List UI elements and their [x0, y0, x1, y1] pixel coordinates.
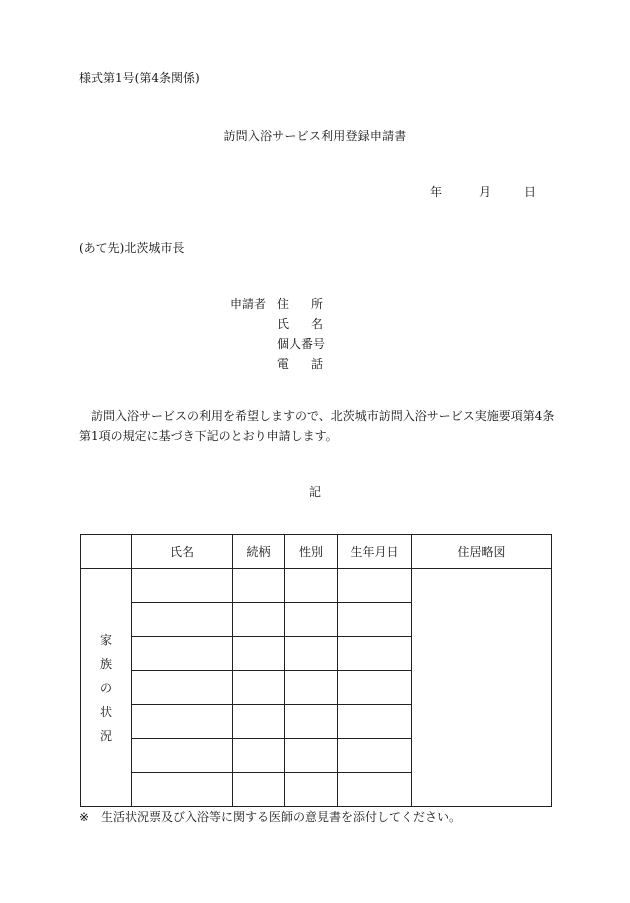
relationship-cell[interactable] — [233, 739, 285, 773]
header-birthdate: 生年月日 — [338, 535, 412, 569]
birthdate-cell[interactable] — [338, 637, 412, 671]
ki-heading: 記 — [308, 485, 321, 499]
relationship-cell[interactable] — [233, 569, 285, 603]
field-label-address — [277, 296, 323, 312]
body-paragraph: 訪問入浴サービスの利用を希望しますので、北茨城市訪問入浴サービス実施要項第4条第1項の規定に基づき下記のとおり申請します。 — [79, 409, 555, 443]
table-row — [81, 569, 552, 603]
relationship-cell[interactable] — [233, 637, 285, 671]
gender-cell[interactable] — [285, 739, 338, 773]
family-status-label-char: 況 — [99, 728, 112, 743]
footnote-text: 生活状況票及び入浴等に関する医師の意見書を添付してください。 — [101, 810, 462, 824]
footnote-mark: ※ — [79, 810, 90, 824]
family-status-table — [80, 534, 552, 807]
field-label-my-number — [277, 336, 326, 352]
birthdate-cell[interactable] — [338, 739, 412, 773]
field-label-text: 個人番号 — [277, 337, 326, 351]
gender-cell[interactable] — [285, 569, 338, 603]
header-relationship: 続柄 — [233, 535, 285, 569]
birthdate-cell[interactable] — [338, 569, 412, 603]
gender-cell[interactable] — [285, 637, 338, 671]
family-status-label-char: 状 — [99, 704, 112, 719]
birthdate-cell[interactable] — [338, 603, 412, 637]
field-label-char: 名 — [310, 317, 323, 331]
birthdate-cell[interactable] — [338, 671, 412, 705]
field-label-char: 電 — [277, 357, 290, 371]
date-month-label: 月 — [479, 185, 492, 199]
table-header-row — [81, 535, 552, 569]
relationship-cell[interactable] — [233, 705, 285, 739]
name-cell[interactable] — [132, 637, 233, 671]
family-status-label-char: の — [99, 680, 112, 695]
footnote — [79, 809, 461, 825]
name-cell[interactable] — [132, 739, 233, 773]
relationship-cell[interactable] — [233, 773, 285, 807]
name-cell[interactable] — [132, 705, 233, 739]
field-label-char: 話 — [310, 357, 323, 371]
relationship-cell[interactable] — [233, 603, 285, 637]
family-status-label-cell — [81, 569, 132, 807]
field-label-phone — [277, 356, 323, 372]
field-label-name — [277, 316, 323, 332]
field-label-char: 氏 — [277, 317, 290, 331]
name-cell[interactable] — [132, 569, 233, 603]
birthdate-cell[interactable] — [338, 773, 412, 807]
date-year-label: 年 — [430, 185, 443, 199]
form-number: 様式第1号(第4条関係) — [79, 71, 200, 85]
residence-map-cell[interactable] — [412, 569, 552, 807]
relationship-cell[interactable] — [233, 671, 285, 705]
gender-cell[interactable] — [285, 705, 338, 739]
header-name: 氏名 — [132, 535, 233, 569]
field-label-char: 住 — [277, 297, 290, 311]
header-residence-map: 住居略図 — [412, 535, 552, 569]
applicant-label: 申請者 — [230, 297, 267, 311]
addressee: (あて先)北茨城市長 — [79, 241, 185, 255]
header-gender: 性別 — [285, 535, 338, 569]
gender-cell[interactable] — [285, 671, 338, 705]
date-day-label: 日 — [524, 185, 537, 199]
family-status-label-char: 族 — [99, 656, 112, 671]
field-label-char: 所 — [310, 297, 323, 311]
birthdate-cell[interactable] — [338, 705, 412, 739]
gender-cell[interactable] — [285, 773, 338, 807]
header-blank-cell — [81, 535, 132, 569]
name-cell[interactable] — [132, 773, 233, 807]
name-cell[interactable] — [132, 603, 233, 637]
gender-cell[interactable] — [285, 603, 338, 637]
name-cell[interactable] — [132, 671, 233, 705]
document-title: 訪問入浴サービス利用登録申請書 — [223, 129, 407, 143]
family-status-label-char: 家 — [99, 632, 112, 647]
